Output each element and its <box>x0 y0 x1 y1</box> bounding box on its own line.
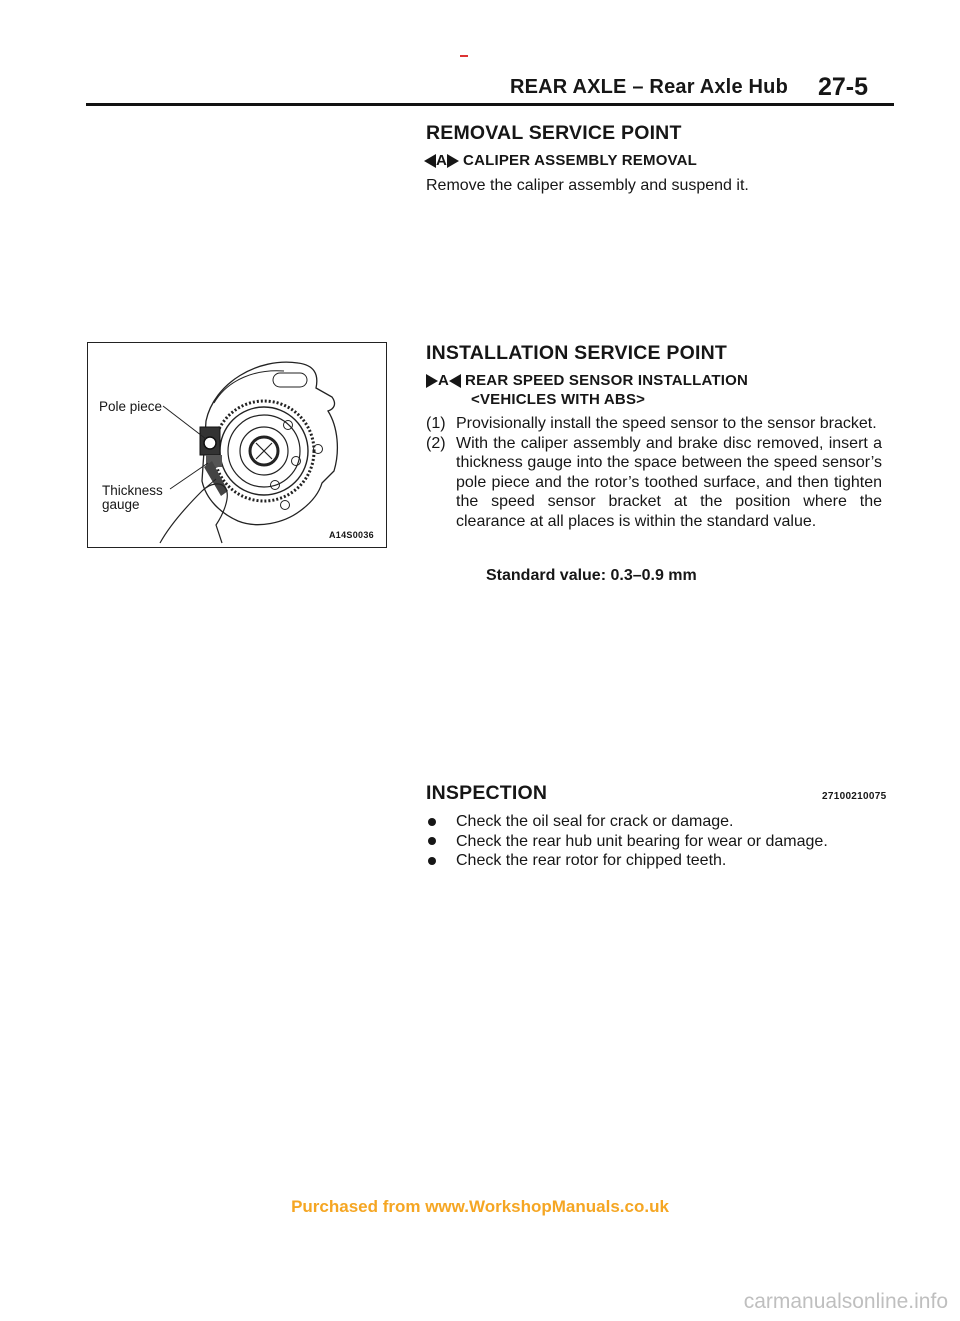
figure-code: A14S0036 <box>329 530 374 540</box>
removal-heading: REMOVAL SERVICE POINT <box>426 122 682 144</box>
step-text: With the caliper assembly and brake disc removed, insert a thickness gauge into the space between the speed sensor’s pole piece and the rotor’s toothed surface, and then tighten the speed sensor bracket at the position where the clearance at all places is within the standard value. <box>456 434 882 530</box>
inspection-list <box>424 812 894 871</box>
standard-value: Standard value: 0.3–0.9 mm <box>486 567 697 584</box>
arrow-right-icon <box>426 374 438 388</box>
list-item <box>424 851 894 871</box>
installation-subheading <box>426 372 748 389</box>
inspection-item: Check the rear hub unit bearing for wear or damage. <box>456 832 828 850</box>
removal-code: A <box>436 152 448 169</box>
watermark: carmanualsonline.info <box>743 1290 948 1313</box>
page-title: REAR AXLE – Rear Axle Hub <box>509 76 788 98</box>
step-number: (2) <box>426 434 446 452</box>
list-item <box>426 414 882 434</box>
bullet-icon <box>428 857 436 865</box>
arrow-left-icon <box>424 154 436 168</box>
installation-subheading-text: REAR SPEED SENSOR INSTALLATION <box>465 372 749 389</box>
bullet-icon <box>428 837 436 845</box>
bullet-icon <box>428 818 436 826</box>
installation-subheading-2: <VEHICLES WITH ABS> <box>471 391 646 408</box>
label-thickness: Thickness <box>102 483 163 498</box>
inspection-item: Check the rear rotor for chipped teeth. <box>456 852 727 869</box>
wheel-hub-illustration <box>88 343 386 547</box>
figure-sensor-gauge <box>87 342 387 548</box>
page-number: 27-5 <box>818 73 869 101</box>
label-pole-piece: Pole piece <box>99 399 163 414</box>
footer-purchase-link[interactable]: Purchased from www.WorkshopManuals.co.uk <box>291 1197 669 1216</box>
inspection-item: Check the oil seal for crack or damage. <box>456 813 734 830</box>
removal-subheading-text: CALIPER ASSEMBLY REMOVAL <box>463 152 698 169</box>
list-item <box>424 832 894 852</box>
header-divider <box>86 103 894 106</box>
arrow-left-icon <box>449 374 461 388</box>
installation-heading: INSTALLATION SERVICE POINT <box>426 342 727 364</box>
label-gauge: gauge <box>102 497 140 512</box>
arrow-right-icon <box>447 154 459 168</box>
installation-code: A <box>438 372 450 389</box>
header-mark <box>460 55 468 57</box>
inspection-code: 27100210075 <box>822 791 887 802</box>
inspection-heading: INSPECTION <box>426 782 548 804</box>
step-text: Provisionally install the speed sensor to the sensor bracket. <box>456 415 877 432</box>
removal-subheading <box>424 152 697 169</box>
list-item <box>424 812 894 832</box>
step-number: (1) <box>426 415 446 432</box>
installation-steps <box>426 414 882 531</box>
list-item <box>426 434 882 532</box>
removal-text: Remove the caliper assembly and suspend it. <box>426 177 749 194</box>
